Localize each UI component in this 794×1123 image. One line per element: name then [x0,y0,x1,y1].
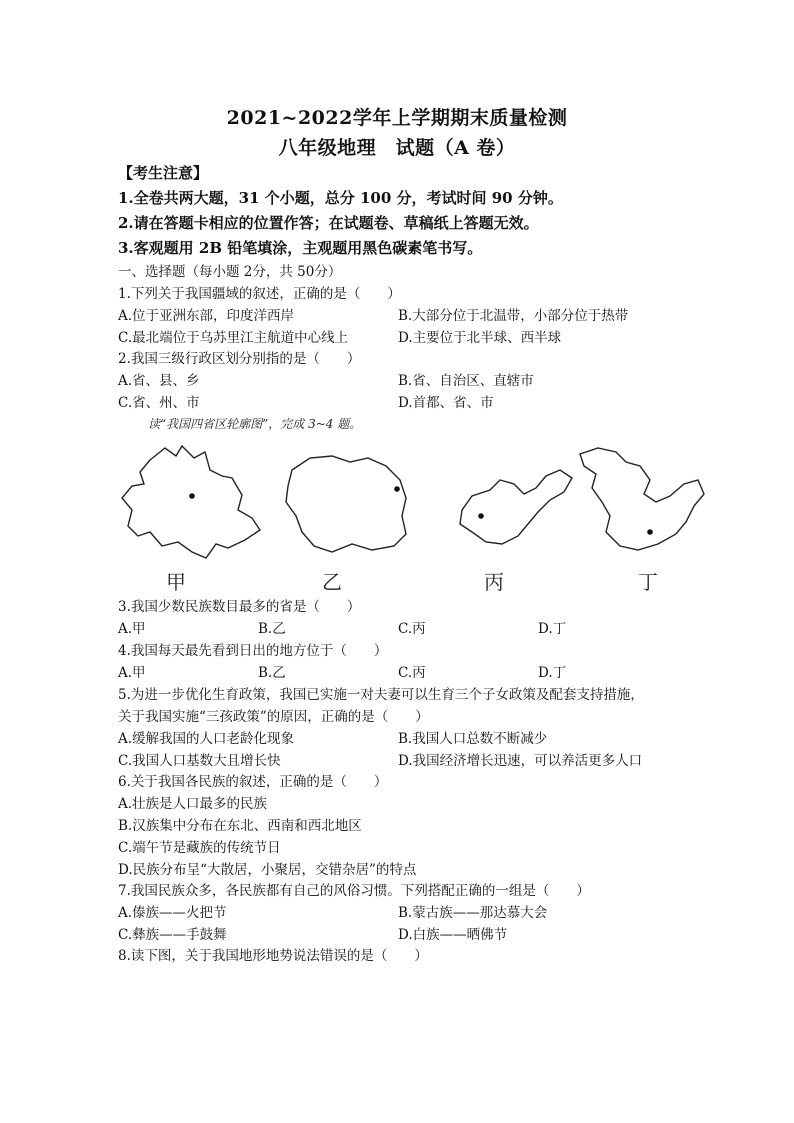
q4-option-a: A.甲 [118,665,146,681]
q6-stem: 6.关于我国各民族的叙述，正确的是（ ） [118,774,388,790]
q7-option-b: B.蒙古族——那达慕大会 [398,905,548,921]
notice-heading: 【考生注意】 [118,164,209,182]
q7-stem: 7.我国民族众多，各民族都有自己的风俗习惯。下列搭配正确的一组是（ ） [118,883,590,899]
q4-option-b: B.乙 [258,665,286,681]
q3-stem: 3.我国少数民族数目最多的省是（ ） [118,599,361,615]
q6-option-c: C.端午节是藏族的传统节日 [118,840,281,856]
q5-option-c: C.我国人口基数大且增长快 [118,753,281,769]
q2-option-a: A.省、县、乡 [118,373,200,389]
q5-stem-line-1: 5.为进一步优化生育政策，我国已实施一对夫妻可以生育三个子女政策及配套支持措施， [118,687,644,703]
q7-option-d: D.白族——晒佛节 [398,927,508,943]
notice-item-2: 2.请在答题卡相应的位置作答；在试题卷、草稿纸上答题无效。 [118,214,539,232]
q7-option-c: C.彝族——手鼓舞 [118,927,227,943]
q4-option-c: C.丙 [398,665,426,681]
notice-item-1: 1.全卷共两大题，31 个小题，总分 100 分，考试时间 90 分钟。 [118,189,563,207]
province-outline-bing [460,470,572,544]
q7-option-a: A.傣族——火把节 [118,905,227,921]
q3-option-d: D.丁 [538,621,567,637]
section-1-heading: 一、选择题（每小题 2分，共 50分） [118,264,342,280]
map-label-bing: 丙 [484,570,504,594]
q1-option-c: C.最北端位于乌苏里江主航道中心线上 [118,330,349,346]
province-outline-yi [286,456,406,552]
capital-dot-yi [394,486,400,492]
q1-option-d: D.主要位于北半球、西半球 [398,330,562,346]
q6-option-a: A.壮族是人口最多的民族 [118,796,268,812]
q3-option-b: B.乙 [258,621,286,637]
map-label-jia: 甲 [166,570,186,594]
province-outline-maps [110,440,720,590]
exam-title: 2021~2022学年上学期期末质量检测 [226,107,568,129]
province-outlines-figure [110,440,720,590]
notice-item-3: 3.客观题用 2B 铅笔填涂，主观题用黑色碳素笔书写。 [118,239,483,257]
q3-option-a: A.甲 [118,621,146,637]
q4-option-d: D.丁 [538,665,567,681]
q5-option-d: D.我国经济增长迅速，可以养活更多人口 [398,753,643,769]
exam-subtitle: 八年级地理 试题（A 卷） [278,137,516,159]
q2-option-d: D.首都、省、市 [398,395,494,411]
map-label-yi: 乙 [322,570,342,594]
q1-stem: 1.下列关于我国疆域的叙述，正确的是（ ） [118,286,401,302]
q2-option-c: C.省、州、市 [118,395,200,411]
q1-option-a: A.位于亚洲东部，印度洋西岸 [118,308,295,324]
province-outline-jia [122,446,260,558]
q4-stem: 4.我国每天最先看到日出的地方位于（ ） [118,643,388,659]
q6-option-b: B.汉族集中分布在东北、西南和西北地区 [118,818,362,834]
q8-stem: 8.读下图，关于我国地形地势说法错误的是（ ） [118,948,428,964]
map-label-ding: 丁 [638,570,658,594]
capital-dot-ding [647,529,653,535]
q2-stem: 2.我国三级行政区划分别指的是（ ） [118,351,361,367]
q5-option-a: A.缓解我国的人口老龄化现象 [118,731,295,747]
capital-dot-bing [478,513,484,519]
q1-option-b: B.大部分位于北温带，小部分位于热带 [398,308,629,324]
province-outline-ding [580,448,704,550]
q6-option-d: D.民族分布呈“大散居，小聚居，交错杂居”的特点 [118,862,417,878]
q5-stem-line-2: 关于我国实施“三孩政策”的原因，正确的是（ ） [118,709,429,725]
capital-dot-jia [189,493,195,499]
q2-option-b: B.省、自治区、直辖市 [398,373,534,389]
q3-option-c: C.丙 [398,621,426,637]
q5-option-b: B.我国人口总数不断减少 [398,731,548,747]
map-intro: 读“我国四省区轮廓图”，完成 3~4 题。 [148,417,362,431]
